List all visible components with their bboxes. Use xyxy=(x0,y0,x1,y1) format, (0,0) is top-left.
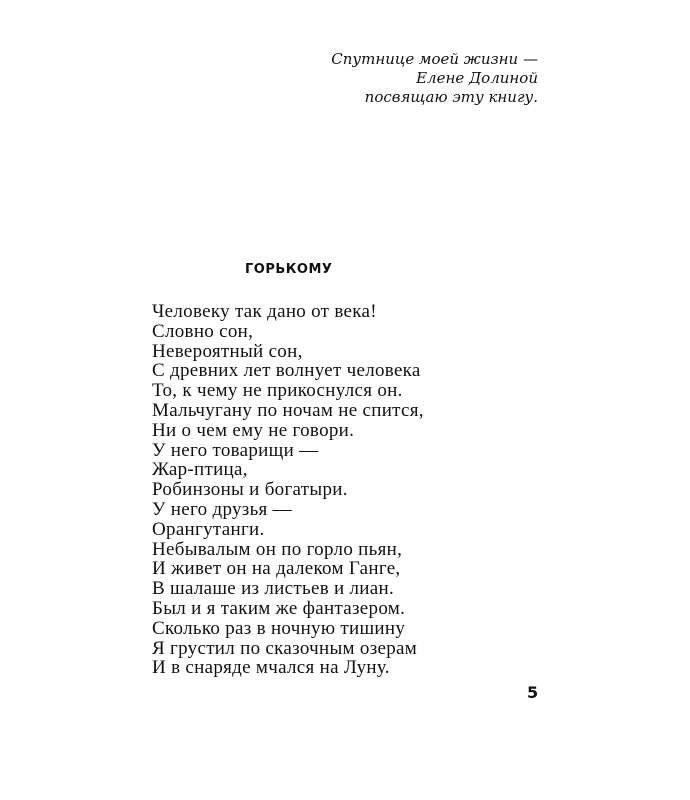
poem-line: Небывалым он по горло пьян, xyxy=(152,538,403,560)
poem-line: И живет он на далеком Ганге, xyxy=(152,558,401,580)
poem-line: Робинзоны и богатыри. xyxy=(152,479,348,501)
poem-line: В шалаше из листьев и лиан. xyxy=(152,578,395,600)
poem-line: Словно сон, xyxy=(152,320,254,342)
poem-line: С древних лет волнует человека xyxy=(152,360,421,382)
poem-body xyxy=(152,302,424,678)
poem-line: И в снаряде мчался на Луну. xyxy=(152,657,390,679)
dedication-line: Елене Долиной xyxy=(416,69,538,87)
dedication-line: Спутнице моей жизни — xyxy=(331,50,538,68)
poem-line: Человеку так дано от века! xyxy=(152,301,377,322)
poem-title: ГОРЬКОМУ xyxy=(245,262,333,277)
poem-line: Ни о чем ему не говори. xyxy=(152,419,355,441)
page-number: 5 xyxy=(527,683,539,702)
poem-line: Сколько раз в ночную тишину xyxy=(152,617,406,639)
dedication-line: посвящаю эту книгу. xyxy=(364,88,538,106)
poem-line: Я грустил по сказочным озерам xyxy=(152,637,418,659)
poem-line: Невероятный сон, xyxy=(152,340,303,362)
poem-line: Орангутанги. xyxy=(152,518,265,540)
poem-line: Был и я таким же фантазером. xyxy=(152,597,406,619)
poem-line: У него товарищи — xyxy=(152,439,319,461)
poem-line: У него друзья — xyxy=(152,498,292,520)
dedication xyxy=(331,50,538,107)
poem-line: То, к чему не прикоснулся он. xyxy=(152,380,403,402)
poem-line: Жар-птица, xyxy=(152,459,248,481)
poem-line: Мальчугану по ночам не спится, xyxy=(152,399,424,421)
